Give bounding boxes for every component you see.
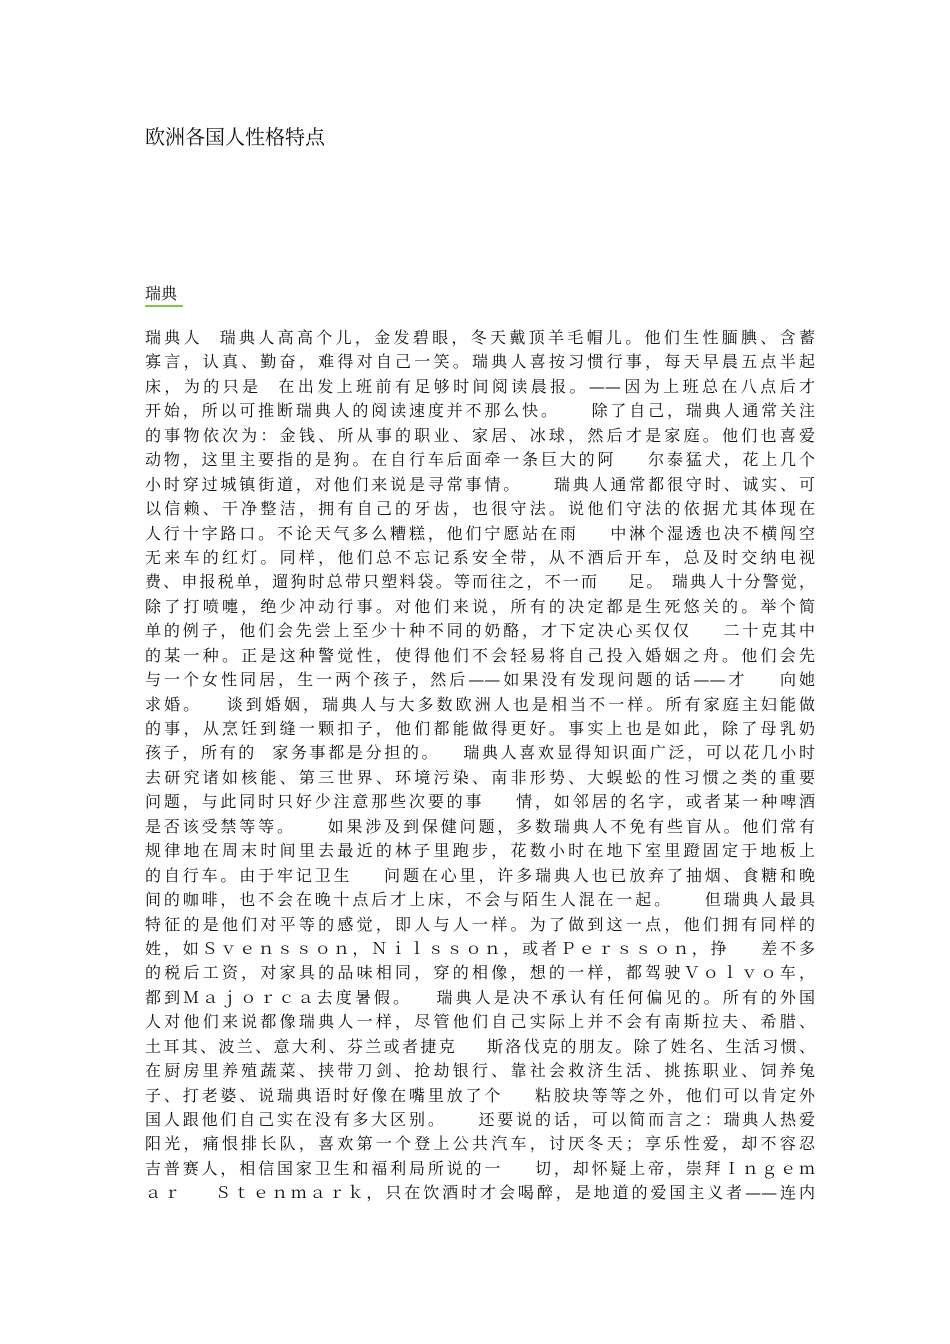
paragraph-line: 费、申报税单，遛狗时总带只塑料袋。等而往之，不一而 足。 瑞典人十分警觉， [145, 572, 815, 592]
paragraph-line: 小时穿过城镇街道，对他们来说是寻常事情。 瑞典人通常都很守时、诚实、可 [145, 474, 815, 494]
paragraph-line: 寡言，认真、勤奋，难得对自己一笑。瑞典人喜按习惯行事，每天早晨五点半起 [145, 352, 815, 372]
paragraph-line: 人对他们来说都像瑞典人一样，尽管他们自己实际上并不会有南斯拉夫、希腊、 [145, 1012, 815, 1032]
paragraph-line: ａｒ Ｓｔｅｎｍａｒｋ，只在饮酒时才会喝醉，是地道的爱国主义者——连内 [145, 1183, 815, 1203]
document-title: 欧洲各国人性格特点 [145, 125, 325, 149]
paragraph-line: 都到Ｍａｊｏｒｃａ去度暑假。 瑞典人是决不承认有任何偏见的。所有的外国 [145, 987, 815, 1007]
paragraph-line: 与一个女性同居，生一两个孩子，然后——如果没有发现问题的话——才 向她 [145, 670, 815, 690]
paragraph-line: 无来车的红灯。同样，他们总不忘记系安全带，从不酒后开车，总及时交纳电视 [145, 547, 815, 567]
body-text [145, 326, 815, 1206]
paragraph-line: 以信赖、干净整洁，拥有自己的牙齿，也很守法。说他们守法的依据尤其体现在 [145, 499, 815, 519]
paragraph-line: 的税后工资，对家具的品味相同，穿的相像，想的一样，都驾驶Ｖｏｌｖｏ车， [145, 963, 815, 983]
paragraph-line: 去研究诸如核能、第三世界、环境污染、南非形势、大蜈蚣的性习惯之类的重要 [145, 767, 815, 787]
paragraph-line: 姓，如Ｓｖｅｎｓｓｏｎ，Ｎｉｌｓｓｏｎ，或者Ｐｅｒｓｓｏｎ，挣 差不多 [145, 938, 815, 958]
paragraph-line: 求婚。 谈到婚姻，瑞典人与大多数欧洲人也是相当不一样。所有家庭主妇能做 [145, 694, 815, 714]
paragraph-line: 的事物依次为：金钱、所从事的职业、家居、冰球，然后才是家庭。他们也喜爱 [145, 425, 815, 445]
paragraph-line: 问题，与此同时只好少注意那些次要的事 情，如邻居的名字，或者某一种啤酒 [145, 792, 815, 812]
paragraph-line: 的事，从烹饪到缝一颗扣子，他们都能做得更好。事实上也是如此，除了母乳奶 [145, 719, 815, 738]
paragraph-line: 间的咖啡，也不会在晚十点后才上床，不会与陌生人混在一起。 但瑞典人最具 [145, 890, 815, 910]
paragraph-line: 孩子，所有的 家务事都是分担的。 瑞典人喜欢显得知识面广泛，可以花几小时 [145, 743, 815, 763]
paragraph-line: 的自行车。由于牢记卫生 问题在心里，许多瑞典人也已放弃了抽烟、食糖和晚 [145, 865, 815, 885]
paragraph-line: 瑞典人 瑞典人高高个儿，金发碧眼，冬天戴顶羊毛帽儿。他们生性腼腆、含蓄 [145, 328, 815, 347]
paragraph-line: 子、打老婆、说瑞典语时好像在嘴里放了个 粘胶块等等之外，他们可以肯定外 [145, 1085, 815, 1105]
paragraph-line: 是否该受禁等等。 如果涉及到保健问题，多数瑞典人不免有些盲从。他们常有 [145, 816, 815, 836]
paragraph-line: 的某一种。正是这种警觉性，使得他们不会轻易将自己投入婚姻之舟。他们会先 [145, 645, 815, 665]
paragraph-line: 在厨房里养殖蔬菜、挟带刀剑、抢劫银行、靠社会救济生活、挑拣职业、饲养兔 [145, 1061, 815, 1081]
paragraph-line: 国人跟他们自己实在没有多大区别。 还要说的话，可以简而言之：瑞典人热爱 [145, 1110, 815, 1129]
paragraph-line: 开始，所以可推断瑞典人的阅读速度并不那么快。 除了自己，瑞典人通常关注 [145, 401, 815, 421]
section-heading-sweden: 瑞典 [145, 283, 183, 307]
paragraph-line: 土耳其、波兰、意大利、芬兰或者捷克 斯洛伐克的朋友。除了姓名、生活习惯、 [145, 1036, 815, 1056]
paragraph-line: 动物，这里主要指的是狗。在自行车后面牵一条巨大的阿 尔泰猛犬，花上几个 [145, 450, 815, 470]
paragraph-line: 床，为的只是 在出发上班前有足够时间阅读晨报。——因为上班总在八点后才 [145, 376, 815, 396]
paragraph-line: 除了打喷嚏，绝少冲动行事。对他们来说，所有的决定都是生死悠关的。举个简 [145, 596, 815, 616]
paragraph-line: 规律地在周末时间里去最近的林子里跑步，花数小时在地下室里蹬固定于地板上 [145, 841, 815, 861]
paragraph-line: 特征的是他们对平等的感觉，即人与人一样。为了做到这一点，他们拥有同样的 [145, 914, 815, 934]
paragraph-line: 人行十字路口。不论天气多么糟糕，他们宁愿站在雨 中淋个湿透也决不横闯空 [145, 523, 815, 543]
paragraph-line: 单的例子，他们会先尝上至少十种不同的奶酪，才下定决心买仅仅 二十克其中 [145, 621, 815, 641]
paragraph-line: 阳光，痛恨排长队，喜欢第一个登上公共汽车，讨厌冬天；享乐性爱，却不容忍 [145, 1134, 815, 1154]
paragraph-line: 吉普赛人，相信国家卫生和福利局所说的一 切，却怀疑上帝，崇拜Ｉｎｇｅｍ [145, 1158, 815, 1178]
